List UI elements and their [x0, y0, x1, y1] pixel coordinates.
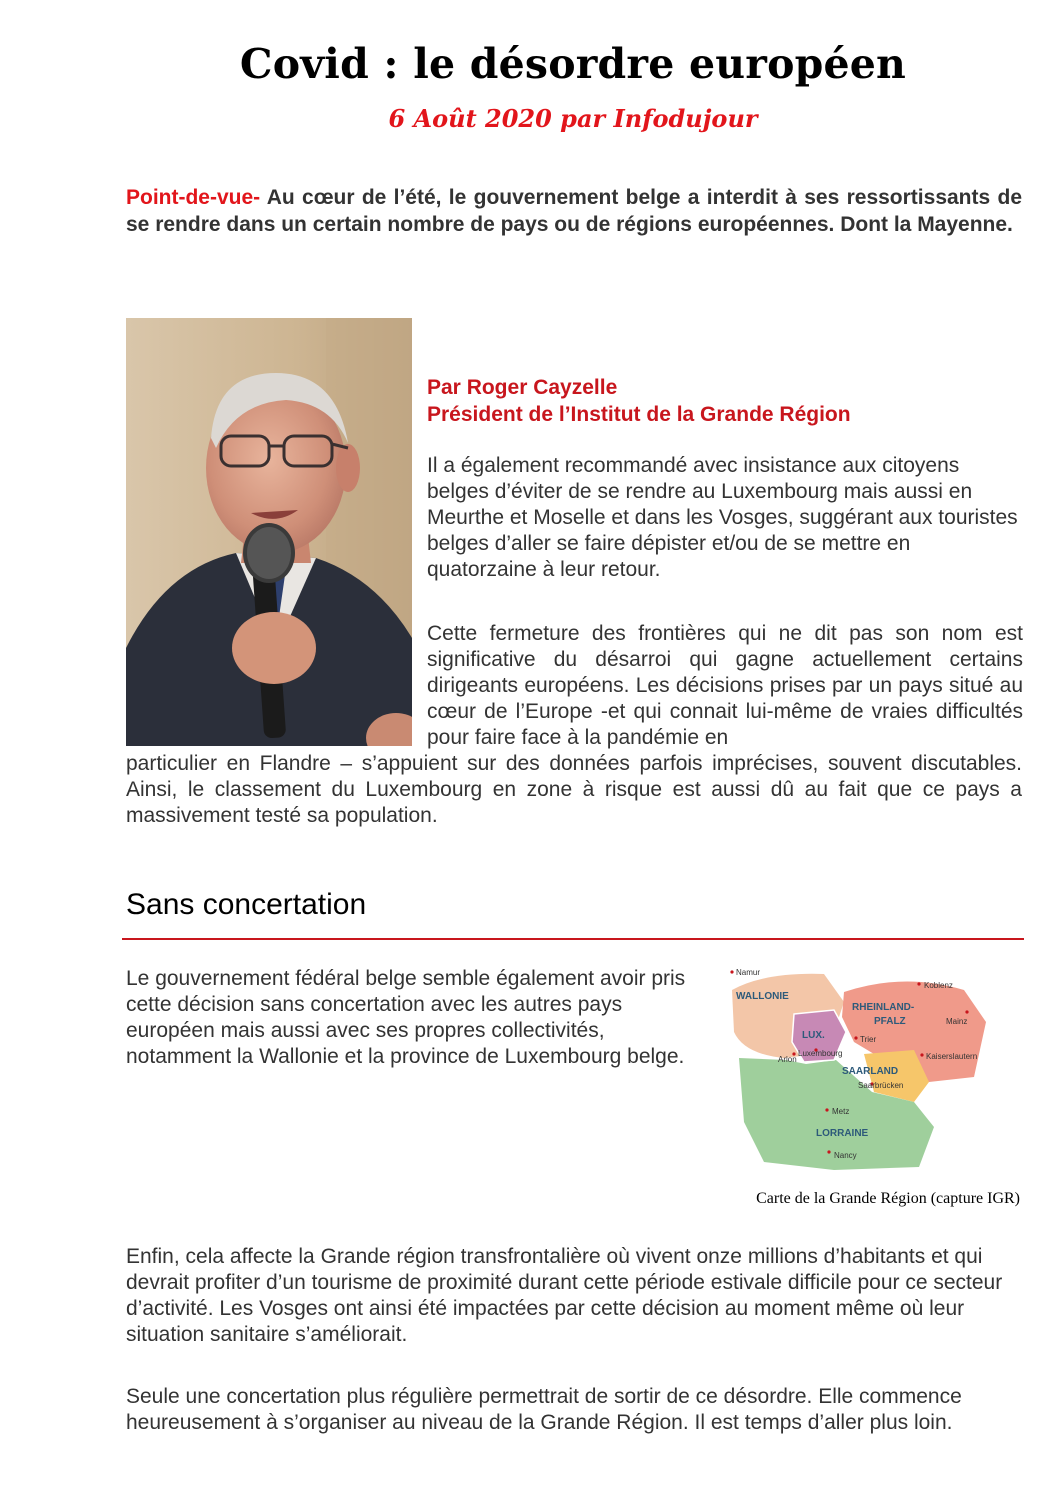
- map-label-metz: Metz: [832, 1107, 850, 1116]
- map-label-lorraine: LORRAINE: [816, 1128, 869, 1139]
- map-label-namur: Namur: [736, 968, 761, 977]
- map-label-pfalz: PFALZ: [874, 1016, 906, 1027]
- byline: [427, 374, 851, 428]
- lead-kicker: Point-de-vue-: [126, 186, 261, 209]
- body-paragraph-1: Il a également recommandé avec insistance aux citoyens belges d’éviter de se rendre au Luxembourg mais aussi en Meurthe et Moselle et dans les Vosges, suggérant aux touristes belges d’aller se faire dépister et/ou de se mettre en quatorzaine à leur retour.: [427, 454, 1018, 581]
- map-label-trier: Trier: [860, 1035, 877, 1044]
- article-title: Covid : le désordre européen: [239, 40, 907, 88]
- body-paragraph-4: Enfin, cela affecte la Grande région transfrontalière où vivent onze millions d’habitants et qui devrait profiter d’un tourisme de proximité durant cette période estivale difficile pour ce secteur d’activité. Les Vosges ont ainsi été impactées par cette décision au moment même où leur situation sanitaire s’améliorait.: [126, 1245, 1003, 1346]
- byline-role: Président de l’Institut de la Grande Région: [427, 403, 851, 426]
- article-date-author: 6 Août 2020 par Infodujour: [388, 104, 758, 133]
- map-label-luxembourg: Luxembourg: [798, 1049, 843, 1058]
- body-paragraph-3: Le gouvernement fédéral belge semble également avoir pris cette décision sans concertation avec les autres pays européen mais aussi avec ses propres collectivités, notamment la Wallonie et la province de Luxembourg belge.: [126, 967, 686, 1068]
- body-paragraph-2: Cette fermeture des frontières qui ne dit pas son nom est significative du désarroi qui gagne actuellement certains dirigeants européens. Les décisions prises par un pays situé au cœur de l’Europe -et qui connait lui-même de vraies difficultés pour faire face à la pandémie en: [427, 622, 1023, 749]
- map-label-kaiserslautern: Kaiserslautern: [926, 1052, 978, 1061]
- map-label-wallonie: WALLONIE: [736, 991, 789, 1002]
- map-label-saarbrucken: Saarbrücken: [858, 1081, 904, 1090]
- map-label-mainz: Mainz: [946, 1017, 968, 1026]
- grande-region-map: [724, 962, 1022, 1172]
- map-label-saarland: SAARLAND: [842, 1066, 899, 1077]
- map-label-nancy: Nancy: [834, 1151, 857, 1160]
- author-photo: [126, 318, 412, 746]
- map-label-arlon: Arlon: [778, 1055, 797, 1064]
- map-label-koblenz: Koblenz: [924, 981, 953, 990]
- section-heading: Sans concertation: [126, 888, 367, 921]
- byline-author: Par Roger Cayzelle: [427, 376, 618, 399]
- section-divider: [122, 938, 1024, 940]
- lead-text: Au cœur de l’été, le gouvernement belge a interdit à ses ressortissants de se rendre dans un certain nombre de pays ou de régions européennes. Dont la Mayenne.: [126, 186, 1022, 236]
- map-label-lux: LUX.: [802, 1030, 825, 1041]
- lead-paragraph: [126, 184, 1022, 238]
- map-caption: Carte de la Grande Région (capture IGR): [756, 1190, 1020, 1207]
- map-label-rheinland: RHEINLAND-: [852, 1002, 915, 1013]
- body-paragraph-5: Seule une concertation plus régulière permettrait de sortir de ce désordre. Elle commence heureusement à s’organiser au niveau de la Grande Région. Il est temps d’aller plus loin.: [126, 1385, 962, 1434]
- body-paragraph-2-continued: particulier en Flandre – s’appuient sur des données parfois imprécises, souvent discutables. Ainsi, le classement du Luxembourg en zone à risque est aussi dû au fait que ce pays a massivement testé sa population.: [126, 752, 1022, 827]
